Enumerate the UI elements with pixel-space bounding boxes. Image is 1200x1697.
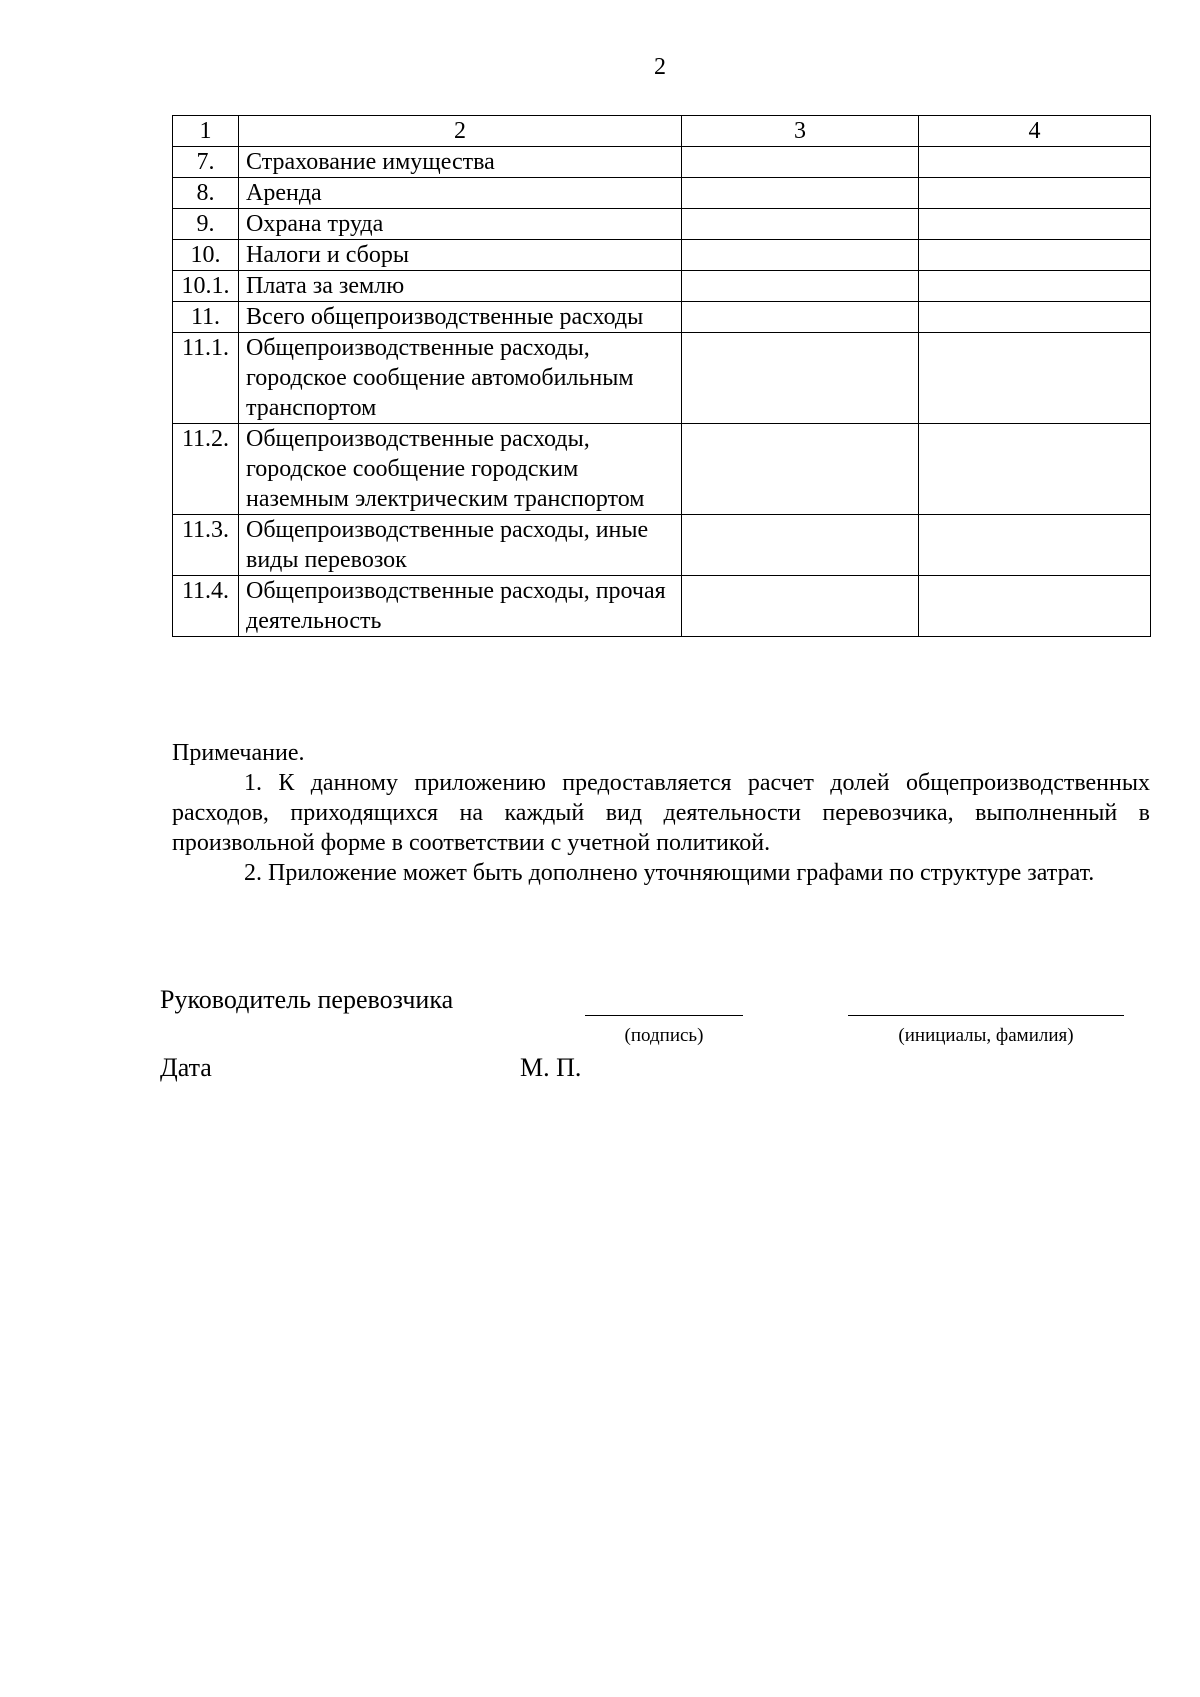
row-col4 [919, 576, 1151, 637]
note-item-2: 2. Приложение может быть дополнено уточняющими графами по структуре затрат. [244, 860, 1095, 886]
table-row [173, 576, 1151, 637]
row-name: Плата за землю [239, 271, 682, 302]
row-number: 11.1. [173, 333, 239, 424]
stamp-label: М. П. [520, 1053, 582, 1082]
date-label: Дата [160, 1053, 212, 1082]
row-col4 [919, 302, 1151, 333]
row-name: Аренда [239, 178, 682, 209]
name-line [848, 1015, 1124, 1016]
name-caption: (инициалы, фамилия) [898, 1025, 1074, 1046]
header-cell: 3 [682, 116, 919, 147]
row-number: 7. [173, 147, 239, 178]
row-name: Общепроизводственные расходы, иные виды перевозок [239, 515, 682, 576]
row-number: 10.1. [173, 271, 239, 302]
header-cell: 4 [919, 116, 1151, 147]
header-cell: 2 [239, 116, 682, 147]
row-name: Общепроизводственные расходы, городское сообщение автомобильным транспортом [239, 333, 682, 424]
row-col4 [919, 147, 1151, 178]
row-number: 8. [173, 178, 239, 209]
row-number: 10. [173, 240, 239, 271]
row-col3 [682, 302, 919, 333]
signatory-label: Руководитель перевозчика [160, 985, 454, 1014]
row-name: Страхование имущества [239, 147, 682, 178]
row-col4 [919, 333, 1151, 424]
header-cell: 1 [173, 116, 239, 147]
signature-line [585, 1015, 743, 1016]
row-col3 [682, 271, 919, 302]
row-col4 [919, 240, 1151, 271]
row-name: Всего общепроизводственные расходы [239, 302, 682, 333]
row-name: Общепроизводственные расходы, прочая деятельность [239, 576, 682, 637]
row-col4 [919, 515, 1151, 576]
row-number: 11.2. [173, 424, 239, 515]
row-col3 [682, 240, 919, 271]
table-row [173, 240, 1151, 271]
row-col3 [682, 333, 919, 424]
row-number: 9. [173, 209, 239, 240]
row-col3 [682, 424, 919, 515]
table-row [173, 271, 1151, 302]
row-name: Охрана труда [239, 209, 682, 240]
row-col3 [682, 178, 919, 209]
table-row [173, 424, 1151, 515]
table-row [173, 209, 1151, 240]
row-col4 [919, 209, 1151, 240]
table-row [173, 302, 1151, 333]
row-col3 [682, 147, 919, 178]
row-col3 [682, 515, 919, 576]
row-col4 [919, 271, 1151, 302]
signature-caption: (подпись) [624, 1025, 704, 1046]
row-name: Налоги и сборы [239, 240, 682, 271]
note-title: Примечание. [172, 740, 305, 766]
row-number: 11.4. [173, 576, 239, 637]
signature-block [160, 985, 1160, 1105]
table-header-row [173, 116, 1151, 147]
row-number: 11.3. [173, 515, 239, 576]
row-col4 [919, 178, 1151, 209]
note-section [172, 738, 1150, 888]
table-row [173, 147, 1151, 178]
note-item-1: 1. К данному приложению предоставляется расчет долей общепроизводственных расходов, приходящихся на каждый вид деятельности перевозчика, выполненный в произвольной форме в соответствии с учетной политикой. [172, 770, 1150, 856]
cost-table [172, 115, 1151, 637]
row-number: 11. [173, 302, 239, 333]
table-row [173, 178, 1151, 209]
row-name: Общепроизводственные расходы, городское сообщение городским наземным электрическим транспортом [239, 424, 682, 515]
row-col3 [682, 576, 919, 637]
table-row [173, 515, 1151, 576]
row-col4 [919, 424, 1151, 515]
row-col3 [682, 209, 919, 240]
table-row [173, 333, 1151, 424]
page-number: 2 [654, 54, 666, 80]
